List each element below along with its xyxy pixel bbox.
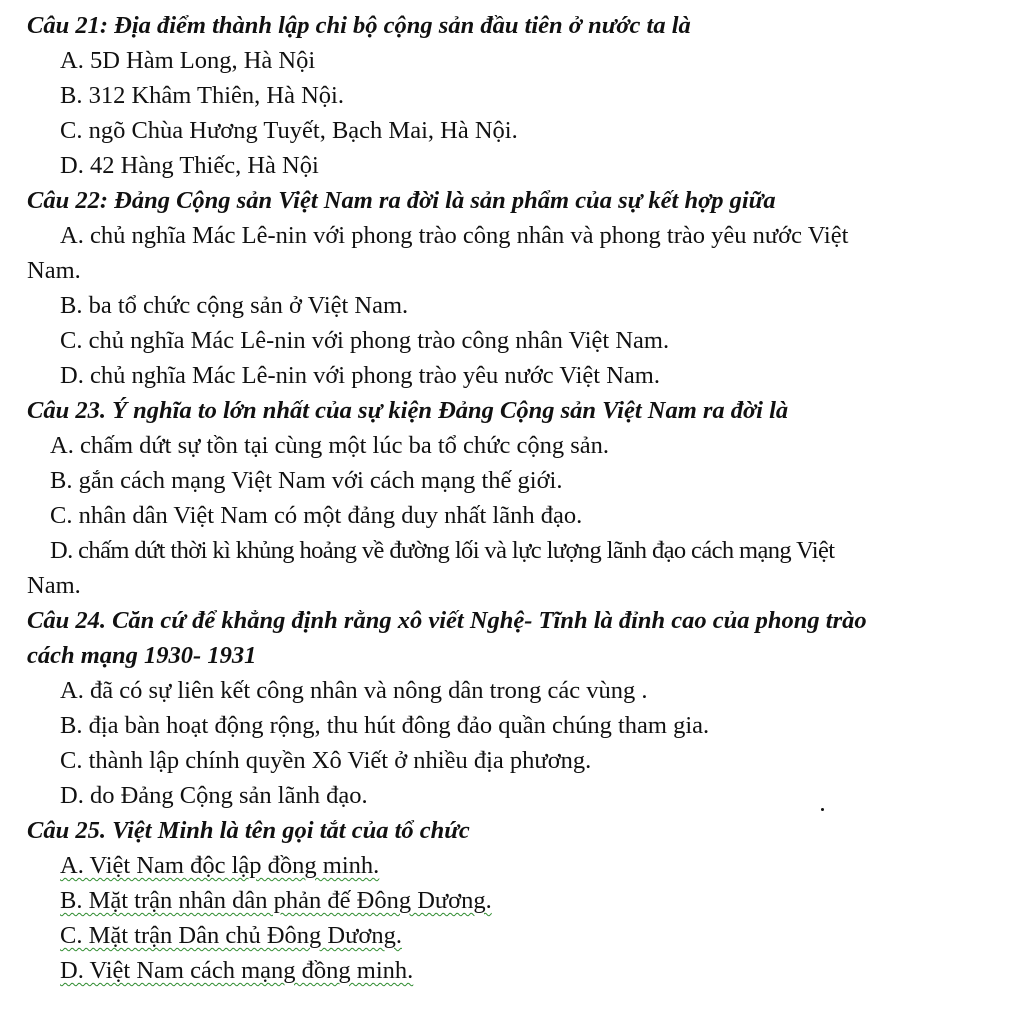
question-25-option-a: A. Việt Nam độc lập đồng minh. <box>60 852 380 879</box>
question-21-heading: Câu 21: Địa điểm thành lập chi bộ cộng sản đầu tiên ở nước ta là <box>27 12 691 39</box>
question-25-heading: Câu 25. Việt Minh là tên gọi tắt của tổ chức <box>27 817 470 844</box>
question-24-option-a: A. đã có sự liên kết công nhân và nông dân trong các vùng . <box>60 677 648 704</box>
question-23-option-d: D. chấm dứt thời kì khủng hoảng về đường lối và lực lượng lãnh đạo cách mạng Việt <box>50 537 835 564</box>
question-21-option-a: A. 5D Hàm Long, Hà Nội <box>60 47 316 74</box>
question-25-option-b: B. Mặt trận nhân dân phản đế Đông Dương. <box>60 887 492 914</box>
question-25-option-c: C. Mặt trận Dân chủ Đông Dương. <box>60 922 402 949</box>
question-24-option-b: B. địa bàn hoạt động rộng, thu hút đông đảo quần chúng tham gia. <box>60 712 710 739</box>
question-22-option-d: D. chủ nghĩa Mác Lê-nin với phong trào yêu nước Việt Nam. <box>60 362 660 389</box>
question-24-option-d: D. do Đảng Cộng sản lãnh đạo. <box>60 782 368 809</box>
question-21-option-c: C. ngõ Chùa Hương Tuyết, Bạch Mai, Hà Nội. <box>60 117 518 144</box>
question-23-heading: Câu 23. Ý nghĩa to lớn nhất của sự kiện Đảng Cộng sản Việt Nam ra đời là <box>27 397 789 424</box>
question-24-option-c: C. thành lập chính quyền Xô Viết ở nhiều địa phương. <box>60 747 592 774</box>
stray-dot <box>821 808 824 811</box>
question-24-heading-line1: Câu 24. Căn cứ để khẳng định rằng xô viết Nghệ- Tĩnh là đỉnh cao của phong trào <box>27 607 867 634</box>
question-22-option-b: B. ba tổ chức cộng sản ở Việt Nam. <box>60 292 409 319</box>
question-23-option-c: C. nhân dân Việt Nam có một đảng duy nhất lãnh đạo. <box>50 502 583 529</box>
question-22-option-a-continuation: Nam. <box>27 257 81 284</box>
question-25-option-d: D. Việt Nam cách mạng đồng minh. <box>60 957 414 984</box>
question-23-option-d-continuation: Nam. <box>27 572 81 599</box>
question-21-option-b: B. 312 Khâm Thiên, Hà Nội. <box>60 82 344 109</box>
question-22-option-a: A. chủ nghĩa Mác Lê-nin với phong trào công nhân và phong trào yêu nước Việt <box>60 222 849 249</box>
question-24-heading-line2: cách mạng 1930- 1931 <box>27 642 257 669</box>
question-23-option-b: B. gắn cách mạng Việt Nam với cách mạng thế giới. <box>50 467 563 494</box>
question-22-heading: Câu 22: Đảng Cộng sản Việt Nam ra đời là sản phẩm của sự kết hợp giữa <box>27 187 776 214</box>
question-23-option-a: A. chấm dứt sự tồn tại cùng một lúc ba tổ chức cộng sản. <box>50 432 609 459</box>
question-21-option-d: D. 42 Hàng Thiếc, Hà Nội <box>60 152 319 179</box>
question-22-option-c: C. chủ nghĩa Mác Lê-nin với phong trào công nhân Việt Nam. <box>60 327 670 354</box>
